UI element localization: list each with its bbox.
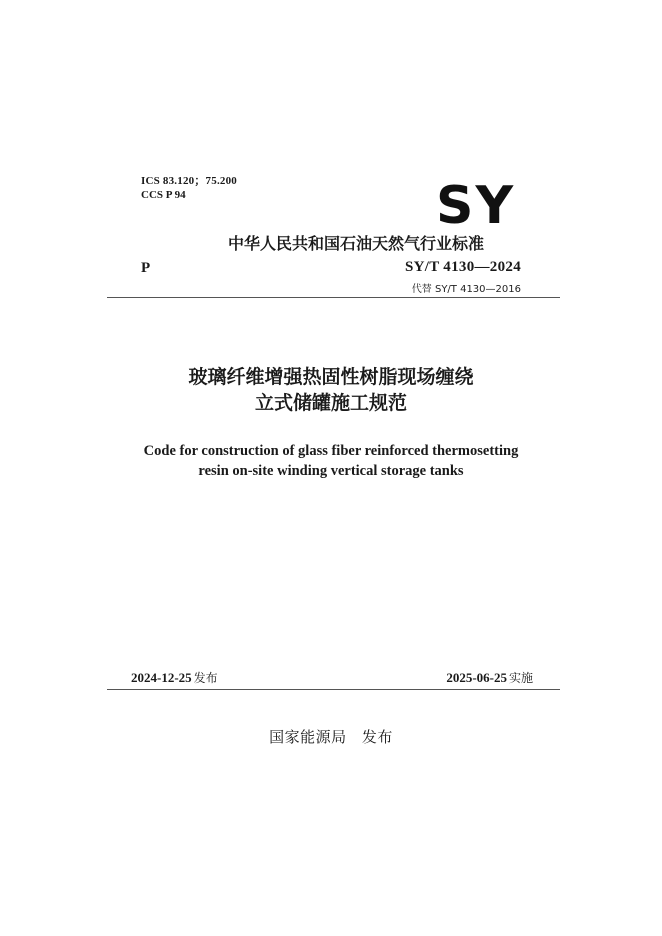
title-english-line-2: resin on-site winding vertical storage tanks bbox=[198, 463, 464, 479]
implementation-date-value: 2025-06-25 bbox=[446, 670, 507, 685]
implementation-date bbox=[446, 669, 533, 686]
standard-category: 中华人民共和国石油天然气行业标准 bbox=[228, 234, 485, 253]
classification-letter: P bbox=[141, 260, 151, 276]
replaces-standard: 代替 SY/T 4130—2016 bbox=[411, 284, 521, 295]
implementation-label: 实施 bbox=[508, 671, 533, 685]
title-english-line-1: Code for construction of glass fiber reinforced thermosetting bbox=[143, 443, 519, 459]
ics-code: ICS 83.120；75.200 bbox=[141, 175, 237, 187]
issue-date-value: 2024-12-25 bbox=[131, 670, 192, 685]
title-chinese-line-2: 立式储罐施工规范 bbox=[254, 392, 407, 414]
title-chinese-line-1: 玻璃纤维增强热固性树脂现场缠绕 bbox=[188, 366, 474, 388]
top-divider bbox=[107, 297, 560, 298]
standard-number: SY/T 4130—2024 bbox=[404, 259, 521, 275]
publisher: 国家能源局 发布 bbox=[269, 728, 393, 746]
bottom-divider bbox=[107, 689, 560, 690]
ccs-code: CCS P 94 bbox=[141, 189, 186, 201]
issue-date bbox=[131, 669, 218, 686]
issue-label: 发布 bbox=[193, 671, 218, 685]
sy-logo: SY bbox=[436, 176, 516, 236]
